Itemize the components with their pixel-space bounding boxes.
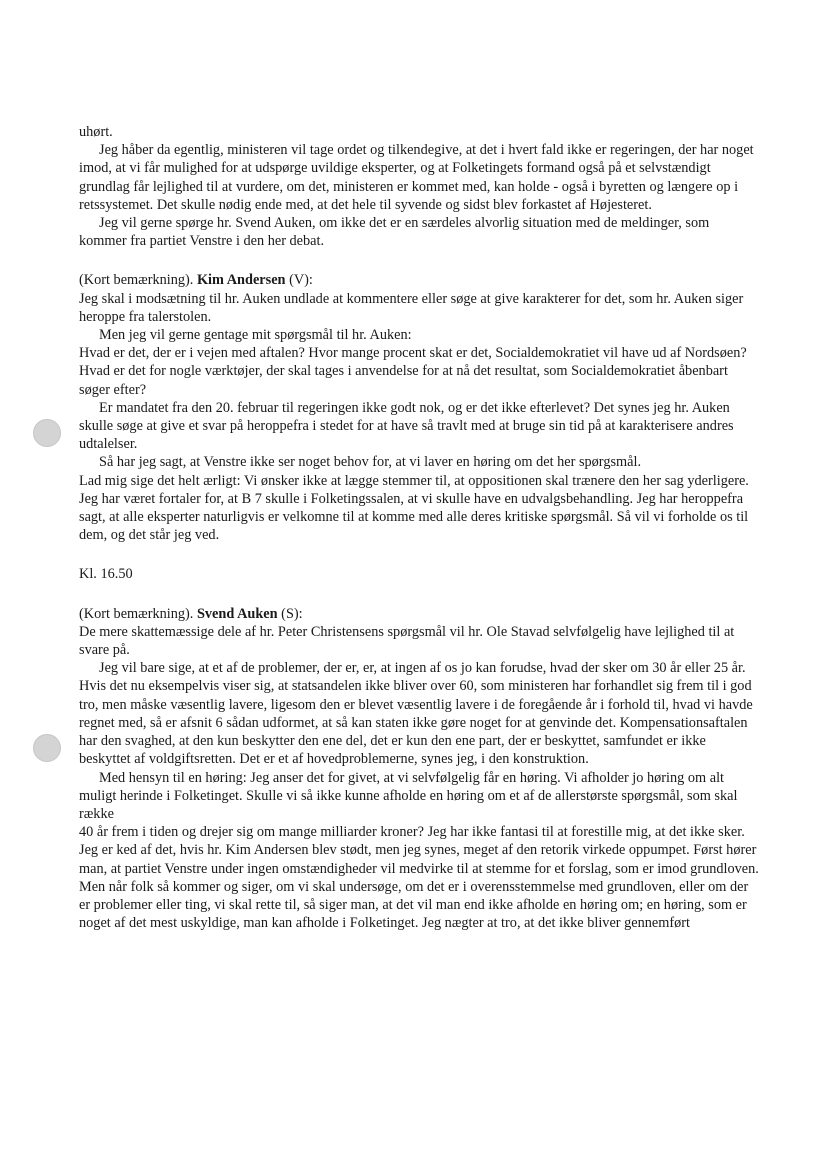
- punch-hole-upper: [33, 419, 61, 447]
- paragraph: Jeg håber da egentlig, ministeren vil tage ordet og tilkendegive, at det i hvert fald ikke er regeringen, der har noget imod, at vi får mulighed for at udspørge uvildige eksperter, og at Folketingets formand også på et selvstændigt grundlag får lejlighed til at vurdere, om det, ministeren er kommet med, kan holde - også i byretten og længere op i retssystemet. Det skulle nødig ende med, at det hele til syvende og sidst blev forkastet af Højesteret.: [79, 142, 754, 213]
- party-suffix: (V):: [285, 272, 313, 289]
- paragraph: Jeg vil gerne spørge hr. Svend Auken, om ikke det er en særdeles alvorlig situation med de meldinger, som kommer fra partiet Venstre i den her debat.: [79, 215, 710, 250]
- punch-hole-lower: [33, 734, 61, 762]
- paragraph: 40 år frem i tiden og drejer sig om mange milliarder kroner? Jeg har ikke fantasi til at forestille mig, at det ikke sker. Jeg er ked af det, hvis hr. Kim Andersen blev stødt, men jeg synes, meget af den retorik virkede oppumpet. Først hører man, at partiet Venstre under ingen omstændigheder vil medvirke til at stemme for et forslag, som er imod grundloven. Men når folk så kommer og siger, om vi skal undersøge, om det er i overensstemmelse med grundloven, eller om der er problemer eller ting, vi skal rette til, så siger man, at det vil man end ikke afholde en høring om; en høring, som er noget af det mest uskyldige, man kan afholde i Folketinget. Jeg nægter at tro, at det ikke bliver gennemført: [79, 824, 759, 932]
- paragraph-continuation-first: uhørt.: [79, 124, 113, 140]
- paragraph: Jeg vil bare sige, at et af de problemer, der er, er, at ingen af os jo kan forudse, hvad der sker om 30 år eller 25 år. Hvis det nu eksempelvis viser sig, at statsandelen ikke bliver over 60, som ministeren har forhandlet sig frem til i god tro, men måske væsentlig lavere, ligesom den er blevet væsentlig lavere i de foregående år i forhold til, hvad vi havde regnet med, så er afsnit 6 sådan udformet, at så kan staten ikke gøre noget for at genvinde det. Kompensationsaftalen har den svaghed, at den kun beskytter den ene del, det er kun den ene part, der er beskyttet, samfundet er ikke beskyttet af voldgiftsretten. Det er et af hovedproblemerne, synes jeg, i den konstruktion.: [79, 660, 753, 768]
- paragraph: Jeg skal i modsætning til hr. Auken undlade at kommentere eller søge at give karakterer for det, som hr. Auken siger heroppe fra talerstolen.: [79, 290, 744, 325]
- party-suffix: (S):: [277, 605, 303, 622]
- spacer: [79, 584, 759, 605]
- paragraph: Med hensyn til en høring: Jeg anser det for givet, at vi selvfølgelig får en høring. Vi afholder jo høring om alt muligt herinde i Folketinget. Skulle vi så ikke kunne afholde en høring om et af de allerstørste spørgsmål, som skal række: [79, 769, 738, 822]
- speaker-name: Svend Auken: [196, 605, 278, 622]
- remark-heading-svend-auken: [79, 605, 759, 623]
- paragraph: Så har jeg sagt, at Venstre ikke ser noget behov for, at vi laver en høring om det her spørgsmål.: [99, 454, 642, 471]
- remark-heading-kim-andersen: [79, 271, 759, 289]
- document-body: [79, 123, 759, 932]
- remark-prefix: (Kort bemærkning).: [79, 272, 197, 289]
- remark-prefix: (Kort bemærkning).: [79, 605, 197, 622]
- speaker-name: Kim Andersen: [196, 272, 286, 289]
- paragraph: Lad mig sige det helt ærligt: Vi ønsker ikke at lægge stemmer til, at oppositionen skal trænere den her sag yderligere. Jeg har været fortaler for, at B 7 skulle i Folketingssalen, at vi skulle have en udvalgsbehandling. Jeg har heroppefra sagt, at alle eksperter naturligvis er velkomne til at komme med alle deres kritiske spørgsmål. Så vil vi forholde os til dem, og det står jeg ved.: [79, 472, 749, 544]
- spacer: [79, 250, 759, 271]
- timestamp: Kl. 16.50: [79, 566, 133, 583]
- paragraph: Men jeg vil gerne gentage mit spørgsmål til hr. Auken:: [99, 327, 412, 344]
- paragraph: De mere skattemæssige dele af hr. Peter Christensens spørgsmål vil hr. Ole Stavad selvfølgelig have lejlighed til at svare på.: [79, 623, 735, 659]
- paragraph: Hvad er det, der er i vejen med aftalen? Hvor mange procent skat er det, Socialdemokratiet vil have ud af Nordsøen? Hvad er det for nogle værktøjer, der skal tages i anvendelse for at nå det resultat, som Socialdemokratiet åbenbart søger efter?: [79, 345, 747, 398]
- spacer: [79, 544, 759, 565]
- paragraph: Er mandatet fra den 20. februar til regeringen ikke godt nok, og er det ikke efterlevet? Det synes jeg hr. Auken skulle søge at give et svar på heroppefra i stedet for at have så travlt med at bruge sin tid på at karakterisere andres udtalelser.: [79, 399, 734, 453]
